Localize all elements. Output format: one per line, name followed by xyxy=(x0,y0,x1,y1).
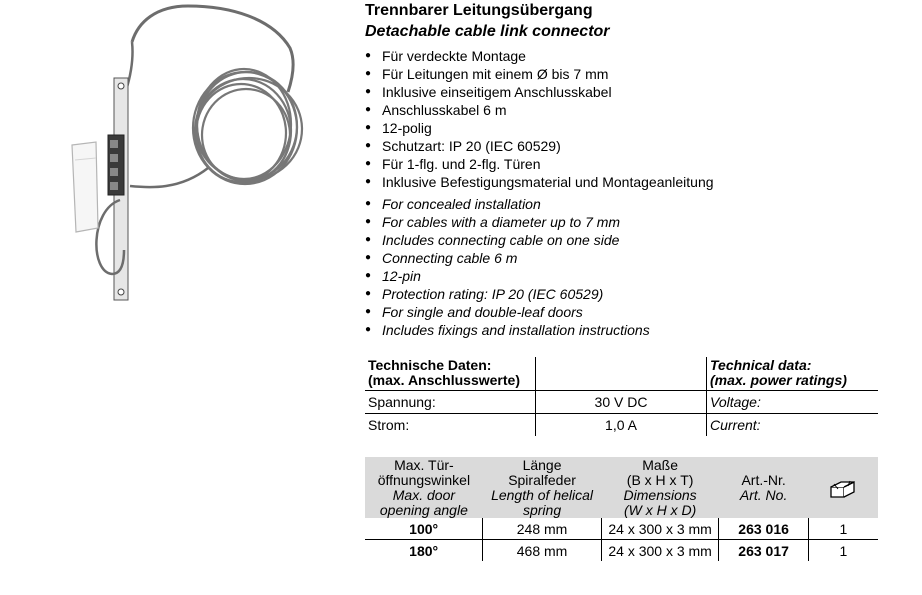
feature-list-de xyxy=(365,47,714,191)
angle-cell: 180° xyxy=(365,540,483,562)
column-header-dimensions: Maße (B x H x T) Dimensions (W x H x D) xyxy=(601,457,719,518)
table-row xyxy=(365,518,878,540)
table-row xyxy=(365,414,878,437)
technical-data-header xyxy=(365,357,878,391)
feature-item: ● Anschlusskabel 6 m xyxy=(365,101,714,119)
package-icon xyxy=(828,478,858,500)
feature-item: ● Für 1-flg. und 2-flg. Türen xyxy=(365,155,714,173)
table-row xyxy=(365,540,878,562)
feature-item: ● For cables with a diameter up to 7 mm xyxy=(365,213,650,231)
technical-data-heading-en: Technical data: (max. power ratings) xyxy=(707,357,879,391)
article-number-cell: 263 016 xyxy=(719,518,808,540)
quantity-cell: 1 xyxy=(839,542,848,559)
column-header-package xyxy=(808,457,878,518)
voltage-label-de: Spannung: xyxy=(365,391,536,414)
feature-item: ● 12-polig xyxy=(365,119,714,137)
feature-item: ● Inklusive einseitigem Anschlusskabel xyxy=(365,83,714,101)
feature-item: ● Connecting cable 6 m xyxy=(365,249,650,267)
feature-item: ● For single and double-leaf doors xyxy=(365,303,650,321)
technical-data-heading-de: Technische Daten: (max. Anschlusswerte) xyxy=(365,357,536,391)
table-row xyxy=(365,391,878,414)
feature-item: ● Schutzart: IP 20 (IEC 60529) xyxy=(365,137,714,155)
angle-cell: 100° xyxy=(365,518,483,540)
feature-item: ● Für Leitungen mit einem Ø bis 7 mm xyxy=(365,65,714,83)
column-header-length: Länge Spiralfeder Length of helical spring xyxy=(483,457,602,518)
feature-item: ● Includes fixings and installation instructions xyxy=(365,321,650,339)
product-illustration xyxy=(60,0,320,310)
current-value: 1,0 A xyxy=(536,414,707,437)
current-label-en: Current: xyxy=(710,416,761,433)
column-header-article-number: Art.-Nr. Art. No. xyxy=(719,457,808,518)
dimensions-cell: 24 x 300 x 3 mm xyxy=(601,540,719,562)
dimensions-cell: 24 x 300 x 3 mm xyxy=(601,518,719,540)
product-title-de: Trennbarer Leitungsübergang xyxy=(365,2,593,19)
technical-data-table xyxy=(365,357,878,436)
current-label-de: Strom: xyxy=(365,414,536,437)
feature-item: ● Für verdeckte Montage xyxy=(365,47,714,65)
feature-item: ● 12-pin xyxy=(365,267,650,285)
length-cell: 468 mm xyxy=(483,540,602,562)
article-table-header xyxy=(365,457,878,518)
feature-item: ● For concealed installation xyxy=(365,195,650,213)
feature-item: ● Includes connecting cable on one side xyxy=(365,231,650,249)
voltage-value: 30 V DC xyxy=(536,391,707,414)
feature-list-en xyxy=(365,195,650,339)
quantity-cell: 1 xyxy=(808,518,878,540)
article-table xyxy=(365,457,878,561)
article-number-cell: 263 017 xyxy=(719,540,808,562)
product-title-en: Detachable cable link connector xyxy=(365,23,610,40)
feature-item: ● Protection rating: IP 20 (IEC 60529) xyxy=(365,285,650,303)
length-cell: 248 mm xyxy=(483,518,602,540)
feature-item: ● Inklusive Befestigungsmaterial und Montageanleitung xyxy=(365,173,714,191)
column-header-angle: Max. Tür- öffnungswinkel Max. door opening angle xyxy=(365,457,483,518)
voltage-label-en: Voltage: xyxy=(707,391,879,414)
